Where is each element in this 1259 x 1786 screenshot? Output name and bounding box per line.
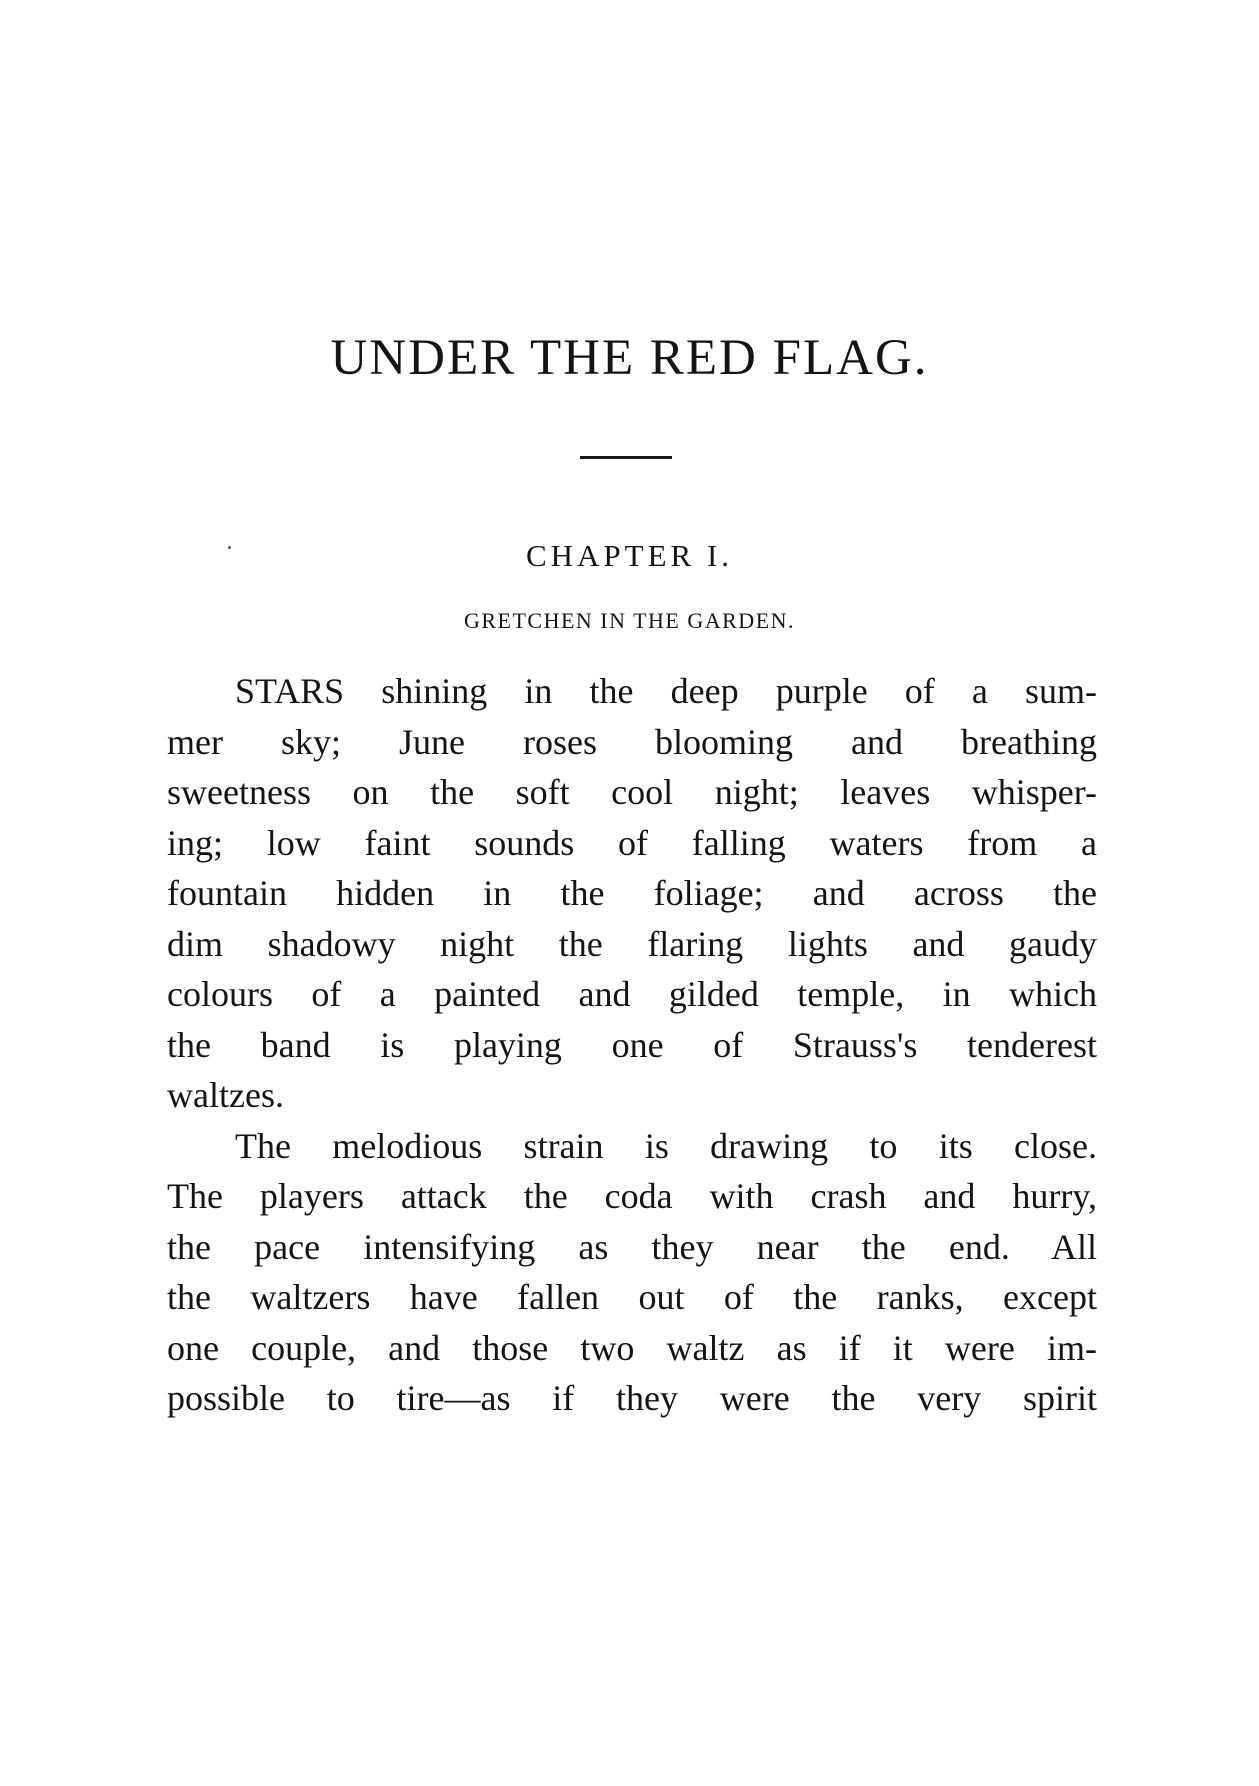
text-line: the band is playing one of Strauss's tenderest (167, 1024, 1097, 1065)
chapter-number: CHAPTER I. (525, 538, 734, 573)
chapter-title: GRETCHEN IN THE GARDEN. (463, 608, 796, 633)
text-line (167, 666, 1097, 717)
text-line: possible to tire—as if they were the very spirit (167, 1378, 1097, 1418)
chapter-body (167, 666, 1097, 1424)
text-line: fountain hidden in the foliage; and across the (167, 873, 1097, 913)
book-title: UNDER THE RED FLAG. (330, 330, 929, 386)
text-line: colours of a painted and gilded temple, in which (167, 974, 1097, 1014)
title-divider-rule (580, 456, 672, 459)
text-line-content: shining in the deep purple of a sum- (381, 671, 1098, 711)
text-line: The players attack the coda with crash and hurry, (167, 1176, 1097, 1216)
text-line: sweetness on the soft cool night; leaves whisper- (167, 772, 1097, 812)
text-line: The melodious strain is drawing to its close. (235, 1125, 1097, 1166)
text-line: the waltzers have fallen out of the ranks, except (167, 1277, 1097, 1317)
text-line: one couple, and those two waltz as if it were im- (167, 1327, 1097, 1368)
text-line: ing; low faint sounds of falling waters from a (167, 822, 1097, 863)
lead-word: STARS (235, 671, 345, 711)
text-line: mer sky; June roses blooming and breathing (167, 721, 1097, 762)
text-line: dim shadowy night the flaring lights and gaudy (167, 923, 1097, 964)
text-line: waltzes. (167, 1075, 284, 1115)
text-line: the pace intensifying as they near the end. All (167, 1226, 1097, 1267)
